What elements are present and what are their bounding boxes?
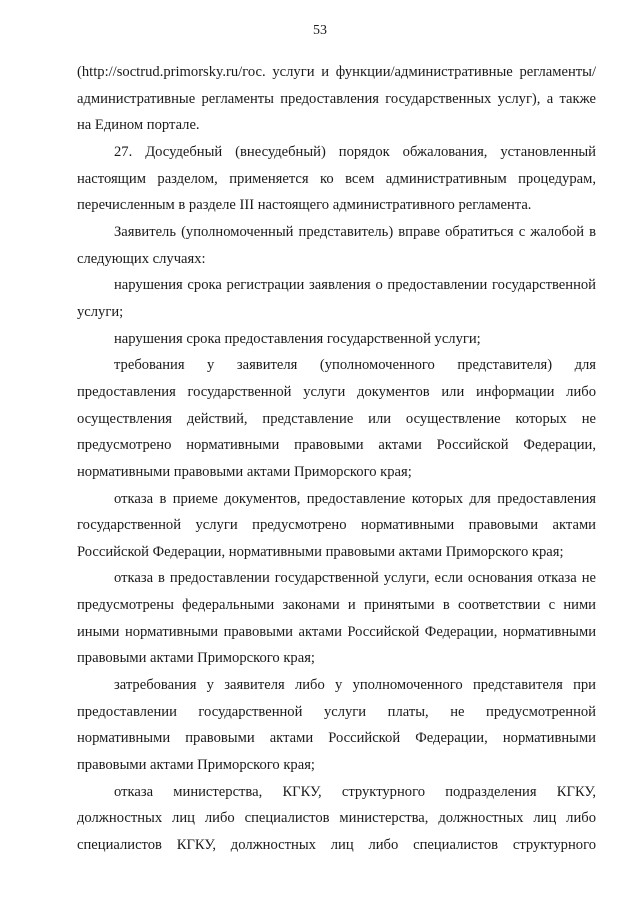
paragraph-registration-deadline: нарушения срока регистрации заявления о предоставлении государственной услуги;: [77, 277, 596, 320]
paragraph-refusal-ministry: отказа министерства, КГКУ, структурного подразделения КГКУ, должностных лиц либо специалистов министерства, должностных лиц либо специалистов КГКУ, должностных лиц либо специалистов структурного: [77, 783, 596, 854]
paragraph-27-appeal-procedure: 27. Досудебный (внесудебный) порядок обжалования, установленный настоящим разделом, применяется ко всем административным процедурам, перечисленным в разделе III настоящего административного регламента.: [77, 143, 596, 214]
paragraph-complaint-cases: Заявитель (уполномоченный представитель) вправе обратиться с жалобой в следующих случаях:: [77, 223, 596, 267]
paragraph-fee-demand: затребования у заявителя либо у уполномоченного представителя при предоставлении государственной услуги платы, не предусмотренной нормативными правовыми актами Российской Федерации, нормативными правовыми актами Приморского края;: [77, 677, 596, 774]
page-number: 53: [313, 23, 327, 38]
paragraph-service-deadline: нарушения срока предоставления государственной услуги;: [114, 330, 481, 347]
document-body: [77, 59, 596, 859]
paragraph-refusal-service: отказа в предоставлении государственной услуги, если основания отказа не предусмотрены федеральными законами и принятыми в соответствии с ними иными нормативными правовыми актами Российской Федерации, нормативными правовыми актами Приморского края;: [77, 570, 596, 667]
paragraph-extra-documents: требования у заявителя (уполномоченного представителя) для предоставления государственной услуги документов или информации либо осуществления действий, представление или осуществление которых не предусмотрено нормативными правовыми актами Российской Федерации, нормативными правовыми актами Приморского края;: [77, 357, 596, 480]
paragraph-refusal-acceptance: отказа в приеме документов, предоставление которых для предоставления государственной услуги предусмотрено нормативными правовыми актами Российской Федерации, нормативными правовыми актами Приморского края;: [77, 490, 596, 560]
paragraph-portal-link: (http://soctrud.primorsky.ru/гос. услуги и функции/административные регламенты/административные регламенты предоставления государственных услуг), а также на Едином портале.: [77, 64, 596, 134]
